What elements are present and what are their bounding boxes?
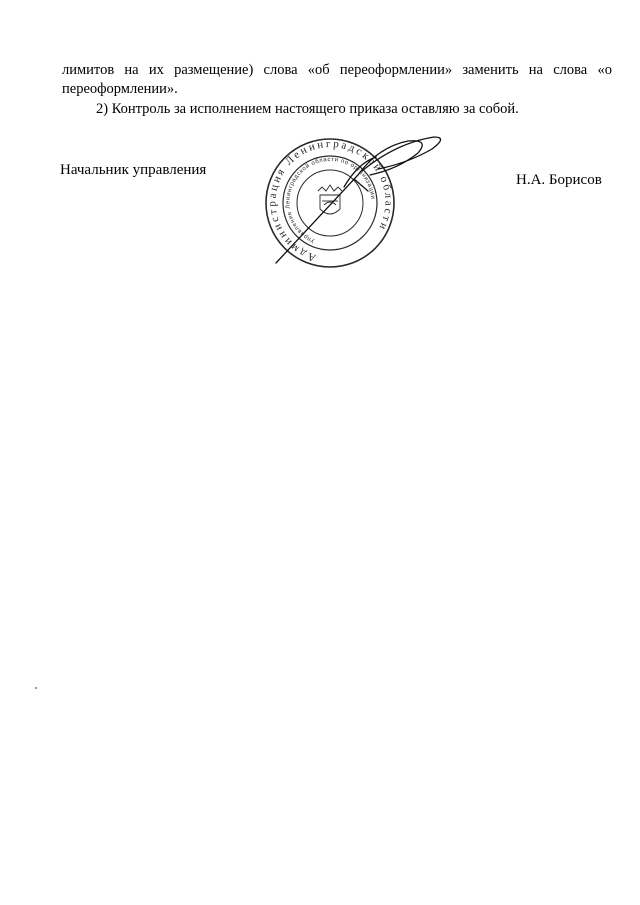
signatory-title: Начальник управления xyxy=(60,162,207,178)
paragraph-continuation: лимитов на их размещение) слова «об переоформлении» заменить на слова «о переоформлении». xyxy=(62,62,612,97)
scan-artifact-dot xyxy=(35,687,37,689)
official-stamp xyxy=(258,135,448,285)
stamp-outer-text: Администрация Ленинградской области xyxy=(266,137,395,264)
coat-of-arms-emblem xyxy=(318,185,342,214)
stamp-inner-text: Управление Ленинградской области по организации xyxy=(285,156,376,244)
stamp-seal-graphic xyxy=(258,135,448,285)
document-body xyxy=(62,61,612,119)
paragraph-control-clause: 2) Контроль за исполнением настоящего приказа оставляю за собой. xyxy=(96,101,519,117)
signatory-name: Н.А. Борисов xyxy=(516,172,602,188)
